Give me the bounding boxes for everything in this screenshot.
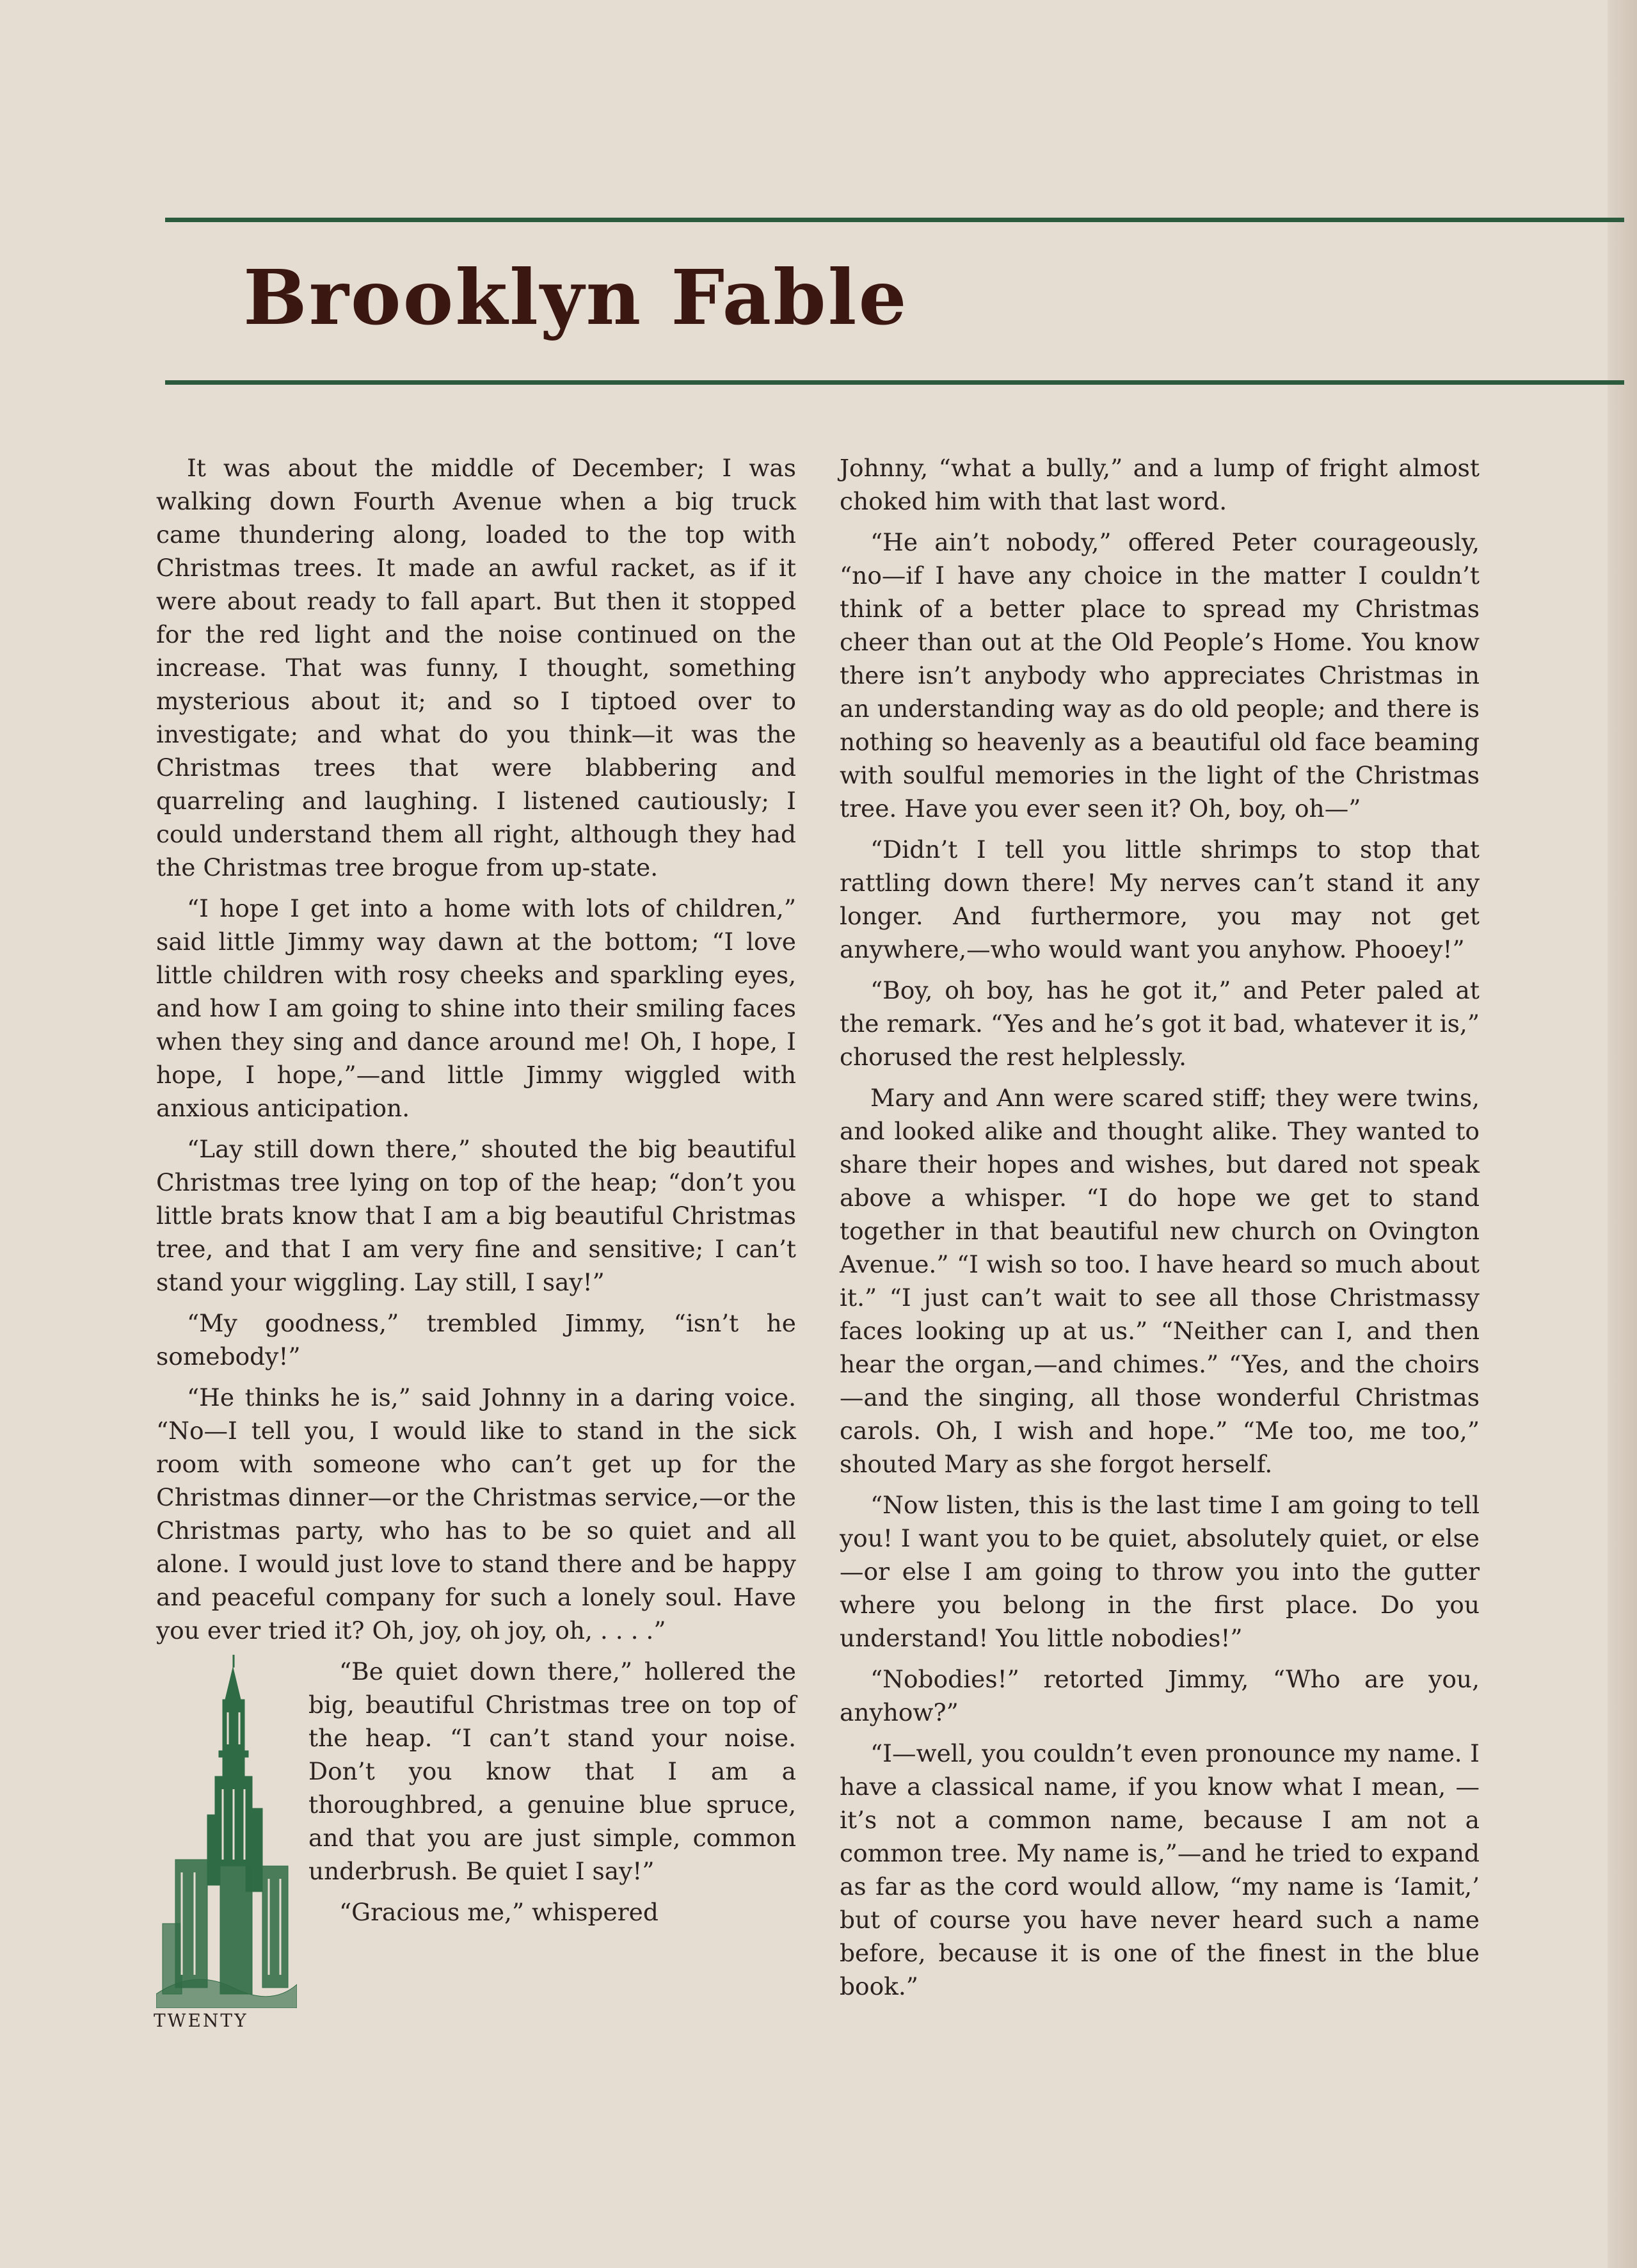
paragraph: It was about the middle of December; I was walking down Fourth Avenue when a big truck came thundering along, loaded to the top with Christmas trees. It made an awful racket, as if it were about ready to fall apart. But then it stopped for the red light and the noise continued on the increase. That was funny, I thought, something mysterious about it; and so I tiptoed over to investigate; and what do you think—it was the Christmas trees that were blabbering and quarreling and laughing. I listened cautiously; I could understand them all right, although they had the Christmas tree brogue from up-state. [156, 454, 796, 881]
paragraph: “He thinks he is,” said Johnny in a daring voice. “No—I tell you, I would like to stand in the sick room with someone who can’t get up for the Christmas dinner—or the Christmas service,—or the Christmas party, who has to be so quiet and all alone. I would just love to stand there and be happy and peaceful company for such a lonely soul. Have you ever tried it? Oh, joy, oh joy, oh, . . . .” [156, 1383, 796, 1645]
page-number: TWENTY [154, 2010, 248, 2031]
paragraph: Johnny, “what a bully,” and a lump of fright almost choked him with that last word. [840, 454, 1480, 515]
title-rule-top [165, 218, 1624, 222]
paragraph: “Boy, oh boy, has he got it,” and Peter paled at the remark. “Yes and he’s got it bad, whatever it is,” chorused the rest helplessly. [840, 976, 1480, 1071]
paragraph: “Be quiet down there,” hollered the big, beautiful Christmas tree on top of the heap. “I can’t stand your noise. Don’t you know that I am a thoroughbred, a genuine blue spruce, and that you are just simple, common underbrush. Be quiet I say!” [308, 1657, 796, 1885]
illustration-wrap [156, 1655, 796, 1929]
paragraph: “Lay still down there,” shouted the big beautiful Christmas tree lying on top of the heap; “don’t you little brats know that I am a big beautiful Christmas tree, and that I am very fine and sensitive; I can’t stand your wiggling. Lay still, I say!” [156, 1135, 796, 1296]
paragraph: “I hope I get into a home with lots of children,” said little Jimmy way dawn at the bottom; “I love little children with rosy cheeks and sparkling eyes, and how I am going to shine into their smiling faces when they sing and dance around me! Oh, I hope, I hope, I hope,”—and little Jimmy wiggled with anxious anticipation. [156, 894, 796, 1122]
paragraph: “He ain’t nobody,” offered Peter courageously, “no—if I have any choice in the matter I couldn’t think of a better place to spread my Christmas cheer than out at the Old People’s Home. You know there isn’t anybody who appreciates Christmas in an understanding way as do old people; and there is nothing so heavenly as a beautiful old face beaming with soulful memories in the light of the Christmas tree. Have you ever seen it? Oh, boy, oh—” [840, 528, 1480, 823]
paragraph: Mary and Ann were scared stiff; they were twins, and looked alike and thought alike. They wanted to share their hopes and wishes, but dared not speak above a whisper. “I do hope we get to stand together in that beautiful new church on Ovington Avenue.” “I wish so too. I have heard so much about it.” “I just can’t wait to see all those Christmassy faces looking up at us.” “Neither can I, and then hear the organ,—and chimes.” “Yes, and the choirs—and the singing, all those wonderful Christmas carols. Oh, I wish and hope.” “Me too, me too,” shouted Mary as she forgot herself. [840, 1084, 1480, 1478]
paragraph: “Gracious me,” whispered [339, 1898, 659, 1926]
title-rule-bottom [165, 380, 1624, 385]
paragraph: “I—well, you couldn’t even pronounce my name. I have a classical name, if you know what I mean, —it’s not a common name, because I am not a common tree. My name is,”—and he tried to expand as far as the cord would allow, “my name is ‘Iamit,’ but of course you have never heard such a name before, because it is one of the finest in the blue book.” [840, 1739, 1480, 2000]
page-edge [1608, 0, 1637, 2268]
paragraph: “Nobodies!” retorted Jimmy, “Who are you, anyhow?” [840, 1665, 1480, 1726]
left-column [156, 451, 796, 2008]
paragraph: “Didn’t I tell you little shrimps to stop that rattling down there! My nerves can’t stand it any longer. And furthermore, you may not get anywhere,—who would want you anyhow. Phooey!” [840, 835, 1480, 963]
paragraph: “My goodness,” trembled Jimmy, “isn’t he somebody!” [156, 1309, 796, 1371]
page-title: Brooklyn Fable [243, 253, 909, 342]
right-column [840, 451, 1480, 2011]
cathedral-illustration [156, 1655, 297, 2008]
paragraph: “Now listen, this is the last time I am going to tell you! I want you to be quiet, absolutely quiet, or else—or else I am going to throw you into the gutter where you belong in the first place. Do you understand! You little nobodies!” [840, 1491, 1480, 1652]
